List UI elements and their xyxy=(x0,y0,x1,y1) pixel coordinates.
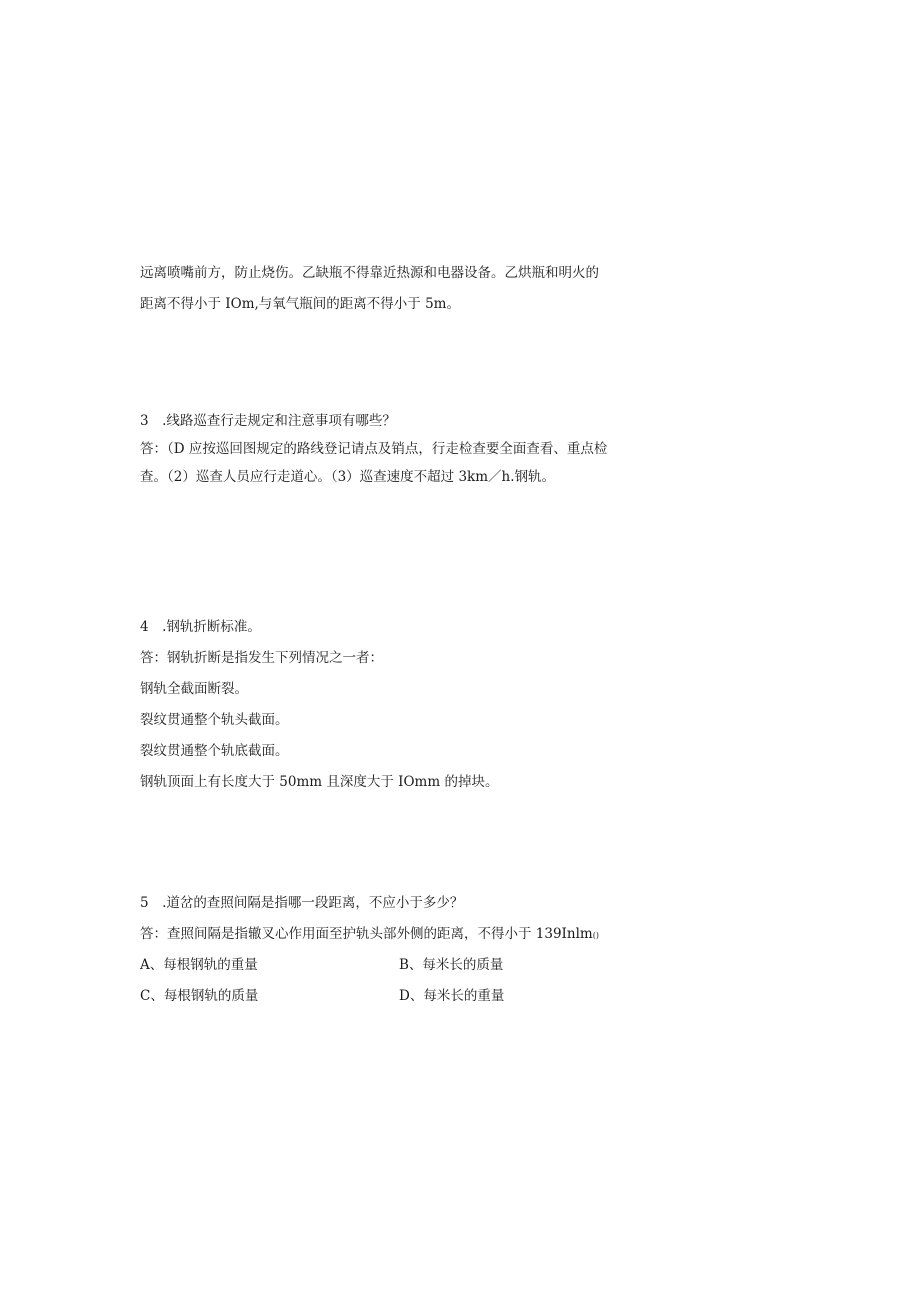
question-3-answer-line-1: 答：（D 应按巡回图规定的路线登记请点及销点，行走检查要全面查看、重点检 xyxy=(140,441,608,457)
question-5-title: 5 .道岔的查照间隔是指哪一段距离，不应小于多少？ xyxy=(140,895,464,911)
option-b: B、每米长的质量 xyxy=(399,957,504,973)
question-4-item-4: 钢轨顶面上有长度大于 50mm 且深度大于 IOmm 的掉块。 xyxy=(140,774,499,790)
question-4-item-1: 钢轨全截面断裂。 xyxy=(140,681,248,697)
question-5-answer-suffix: () xyxy=(592,931,599,940)
question-3-title: 3 .线路巡查行走规定和注意事项有哪些？ xyxy=(140,413,396,429)
question-3-answer-line-2: 查。（2）巡查人员应行走道心。（3）巡查速度不超过 3km／h.钢轨。 xyxy=(140,469,556,485)
continuation-line-2: 距离不得小于 IOm,与氧气瓶间的距离不得小于 5m。 xyxy=(140,296,460,312)
option-a: A、每根钢轨的重量 xyxy=(140,957,258,973)
option-d: D、每米长的重量 xyxy=(399,988,505,1004)
question-5-answer-text: 答：查照间隔是指辙叉心作用面至护轨头部外侧的距离，不得小于 139Inlm xyxy=(140,926,593,942)
option-c: C、每根钢轨的质量 xyxy=(140,988,259,1004)
question-4-item-2: 裂纹贯通整个轨头截面。 xyxy=(140,712,289,728)
question-5-answer xyxy=(140,924,599,946)
continuation-line-1: 远离喷嘴前方，防止烧伤。乙缺瓶不得靠近热源和电器设备。乙烘瓶和明火的 xyxy=(140,265,599,281)
question-4-title: 4 .钢轨折断标准。 xyxy=(140,619,261,635)
question-4-answer-intro: 答：钢轨折断是指发生下列情况之一者： xyxy=(140,650,383,666)
question-4-item-3: 裂纹贯通整个轨底截面。 xyxy=(140,743,289,759)
